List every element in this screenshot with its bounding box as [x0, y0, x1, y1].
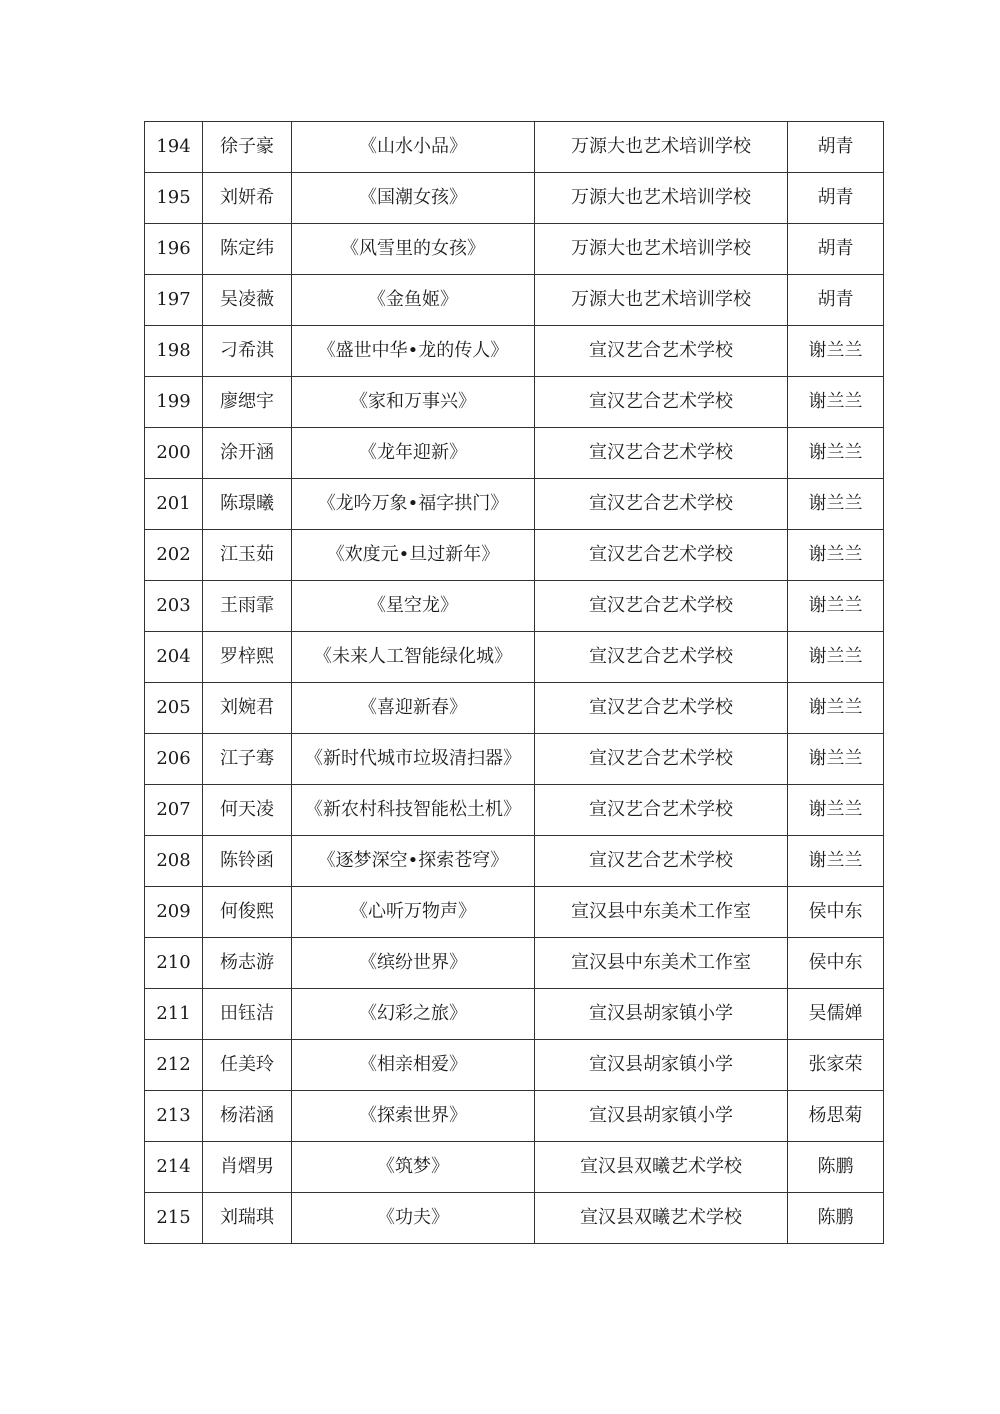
table-row: [145, 428, 884, 479]
student-name: 陈定纬: [203, 224, 292, 275]
row-number: 200: [145, 428, 203, 479]
artwork-title: 《喜迎新春》: [292, 683, 535, 734]
school-name: 万源大也艺术培训学校: [535, 275, 788, 326]
teacher-name: 谢兰兰: [788, 581, 884, 632]
school-name: 宣汉县中东美术工作室: [535, 887, 788, 938]
teacher-name: 谢兰兰: [788, 479, 884, 530]
student-name: 刘妍希: [203, 173, 292, 224]
student-name: 杨渃涵: [203, 1091, 292, 1142]
row-number: 194: [145, 122, 203, 173]
student-name: 徐子豪: [203, 122, 292, 173]
table-row: [145, 683, 884, 734]
row-number: 195: [145, 173, 203, 224]
row-number: 207: [145, 785, 203, 836]
artwork-title: 《山水小品》: [292, 122, 535, 173]
teacher-name: 胡青: [788, 173, 884, 224]
teacher-name: 谢兰兰: [788, 785, 884, 836]
table-row: [145, 887, 884, 938]
table-row: [145, 989, 884, 1040]
student-name: 吴凌薇: [203, 275, 292, 326]
artwork-title: 《星空龙》: [292, 581, 535, 632]
school-name: 宣汉县双曦艺术学校: [535, 1193, 788, 1244]
row-number: 212: [145, 1040, 203, 1091]
row-number: 204: [145, 632, 203, 683]
artwork-title: 《未来人工智能绿化城》: [292, 632, 535, 683]
school-name: 宣汉艺合艺术学校: [535, 428, 788, 479]
teacher-name: 谢兰兰: [788, 683, 884, 734]
school-name: 宣汉艺合艺术学校: [535, 734, 788, 785]
school-name: 宣汉县中东美术工作室: [535, 938, 788, 989]
table-row: [145, 1142, 884, 1193]
artwork-title: 《探索世界》: [292, 1091, 535, 1142]
teacher-name: 胡青: [788, 275, 884, 326]
row-number: 205: [145, 683, 203, 734]
student-name: 肖熠男: [203, 1142, 292, 1193]
school-name: 宣汉艺合艺术学校: [535, 785, 788, 836]
row-number: 210: [145, 938, 203, 989]
teacher-name: 谢兰兰: [788, 428, 884, 479]
student-name: 刘瑞琪: [203, 1193, 292, 1244]
artwork-title: 《家和万事兴》: [292, 377, 535, 428]
school-name: 宣汉艺合艺术学校: [535, 479, 788, 530]
table-row: [145, 785, 884, 836]
teacher-name: 谢兰兰: [788, 530, 884, 581]
school-name: 宣汉艺合艺术学校: [535, 530, 788, 581]
teacher-name: 陈鹏: [788, 1142, 884, 1193]
table-row: [145, 938, 884, 989]
row-number: 201: [145, 479, 203, 530]
teacher-name: 侯中东: [788, 887, 884, 938]
school-name: 宣汉县胡家镇小学: [535, 1091, 788, 1142]
teacher-name: 吴儒婵: [788, 989, 884, 1040]
table-row: [145, 581, 884, 632]
student-name: 罗梓熙: [203, 632, 292, 683]
row-number: 214: [145, 1142, 203, 1193]
row-number: 208: [145, 836, 203, 887]
student-name: 杨志游: [203, 938, 292, 989]
school-name: 宣汉艺合艺术学校: [535, 836, 788, 887]
student-name: 涂开涵: [203, 428, 292, 479]
table-row: [145, 377, 884, 428]
school-name: 宣汉艺合艺术学校: [535, 632, 788, 683]
student-name: 田钰洁: [203, 989, 292, 1040]
teacher-name: 谢兰兰: [788, 377, 884, 428]
school-name: 宣汉县胡家镇小学: [535, 989, 788, 1040]
row-number: 202: [145, 530, 203, 581]
table-row: [145, 632, 884, 683]
school-name: 宣汉艺合艺术学校: [535, 683, 788, 734]
row-number: 213: [145, 1091, 203, 1142]
student-name: 廖缌宇: [203, 377, 292, 428]
artwork-title: 《幻彩之旅》: [292, 989, 535, 1040]
table-row: [145, 326, 884, 377]
table-row: [145, 224, 884, 275]
row-number: 197: [145, 275, 203, 326]
artwork-title: 《龙吟万象•福字拱门》: [292, 479, 535, 530]
artwork-title: 《盛世中华•龙的传人》: [292, 326, 535, 377]
table-row: [145, 479, 884, 530]
teacher-name: 胡青: [788, 224, 884, 275]
student-name: 何天凌: [203, 785, 292, 836]
student-name: 刁希淇: [203, 326, 292, 377]
school-name: 万源大也艺术培训学校: [535, 122, 788, 173]
teacher-name: 侯中东: [788, 938, 884, 989]
school-name: 宣汉艺合艺术学校: [535, 377, 788, 428]
school-name: 宣汉艺合艺术学校: [535, 326, 788, 377]
roster-table-body: [145, 122, 884, 1244]
artwork-title: 《金鱼姬》: [292, 275, 535, 326]
artwork-title: 《功夫》: [292, 1193, 535, 1244]
artwork-title: 《欢度元•旦过新年》: [292, 530, 535, 581]
school-name: 宣汉艺合艺术学校: [535, 581, 788, 632]
school-name: 宣汉县胡家镇小学: [535, 1040, 788, 1091]
school-name: 万源大也艺术培训学校: [535, 224, 788, 275]
student-name: 江玉茹: [203, 530, 292, 581]
award-roster-table: [144, 121, 884, 1244]
table-row: [145, 530, 884, 581]
table-row: [145, 734, 884, 785]
school-name: 万源大也艺术培训学校: [535, 173, 788, 224]
artwork-title: 《国潮女孩》: [292, 173, 535, 224]
table-row: [145, 1091, 884, 1142]
student-name: 王雨霏: [203, 581, 292, 632]
row-number: 206: [145, 734, 203, 785]
table-row: [145, 836, 884, 887]
artwork-title: 《逐梦深空•探索苍穹》: [292, 836, 535, 887]
artwork-title: 《筑梦》: [292, 1142, 535, 1193]
student-name: 何俊熙: [203, 887, 292, 938]
student-name: 任美玲: [203, 1040, 292, 1091]
teacher-name: 胡青: [788, 122, 884, 173]
table-row: [145, 275, 884, 326]
teacher-name: 张家荣: [788, 1040, 884, 1091]
school-name: 宣汉县双曦艺术学校: [535, 1142, 788, 1193]
artwork-title: 《风雪里的女孩》: [292, 224, 535, 275]
row-number: 211: [145, 989, 203, 1040]
row-number: 198: [145, 326, 203, 377]
row-number: 203: [145, 581, 203, 632]
artwork-title: 《新农村科技智能松土机》: [292, 785, 535, 836]
student-name: 刘婉君: [203, 683, 292, 734]
teacher-name: 谢兰兰: [788, 836, 884, 887]
artwork-title: 《相亲相爱》: [292, 1040, 535, 1091]
table-row: [145, 1193, 884, 1244]
table-row: [145, 122, 884, 173]
student-name: 江子骞: [203, 734, 292, 785]
artwork-title: 《缤纷世界》: [292, 938, 535, 989]
row-number: 199: [145, 377, 203, 428]
teacher-name: 谢兰兰: [788, 734, 884, 785]
table-row: [145, 1040, 884, 1091]
artwork-title: 《龙年迎新》: [292, 428, 535, 479]
row-number: 209: [145, 887, 203, 938]
table-row: [145, 173, 884, 224]
student-name: 陈璟曦: [203, 479, 292, 530]
row-number: 215: [145, 1193, 203, 1244]
student-name: 陈铃函: [203, 836, 292, 887]
artwork-title: 《心听万物声》: [292, 887, 535, 938]
teacher-name: 谢兰兰: [788, 632, 884, 683]
teacher-name: 杨思菊: [788, 1091, 884, 1142]
teacher-name: 谢兰兰: [788, 326, 884, 377]
teacher-name: 陈鹏: [788, 1193, 884, 1244]
row-number: 196: [145, 224, 203, 275]
artwork-title: 《新时代城市垃圾清扫器》: [292, 734, 535, 785]
